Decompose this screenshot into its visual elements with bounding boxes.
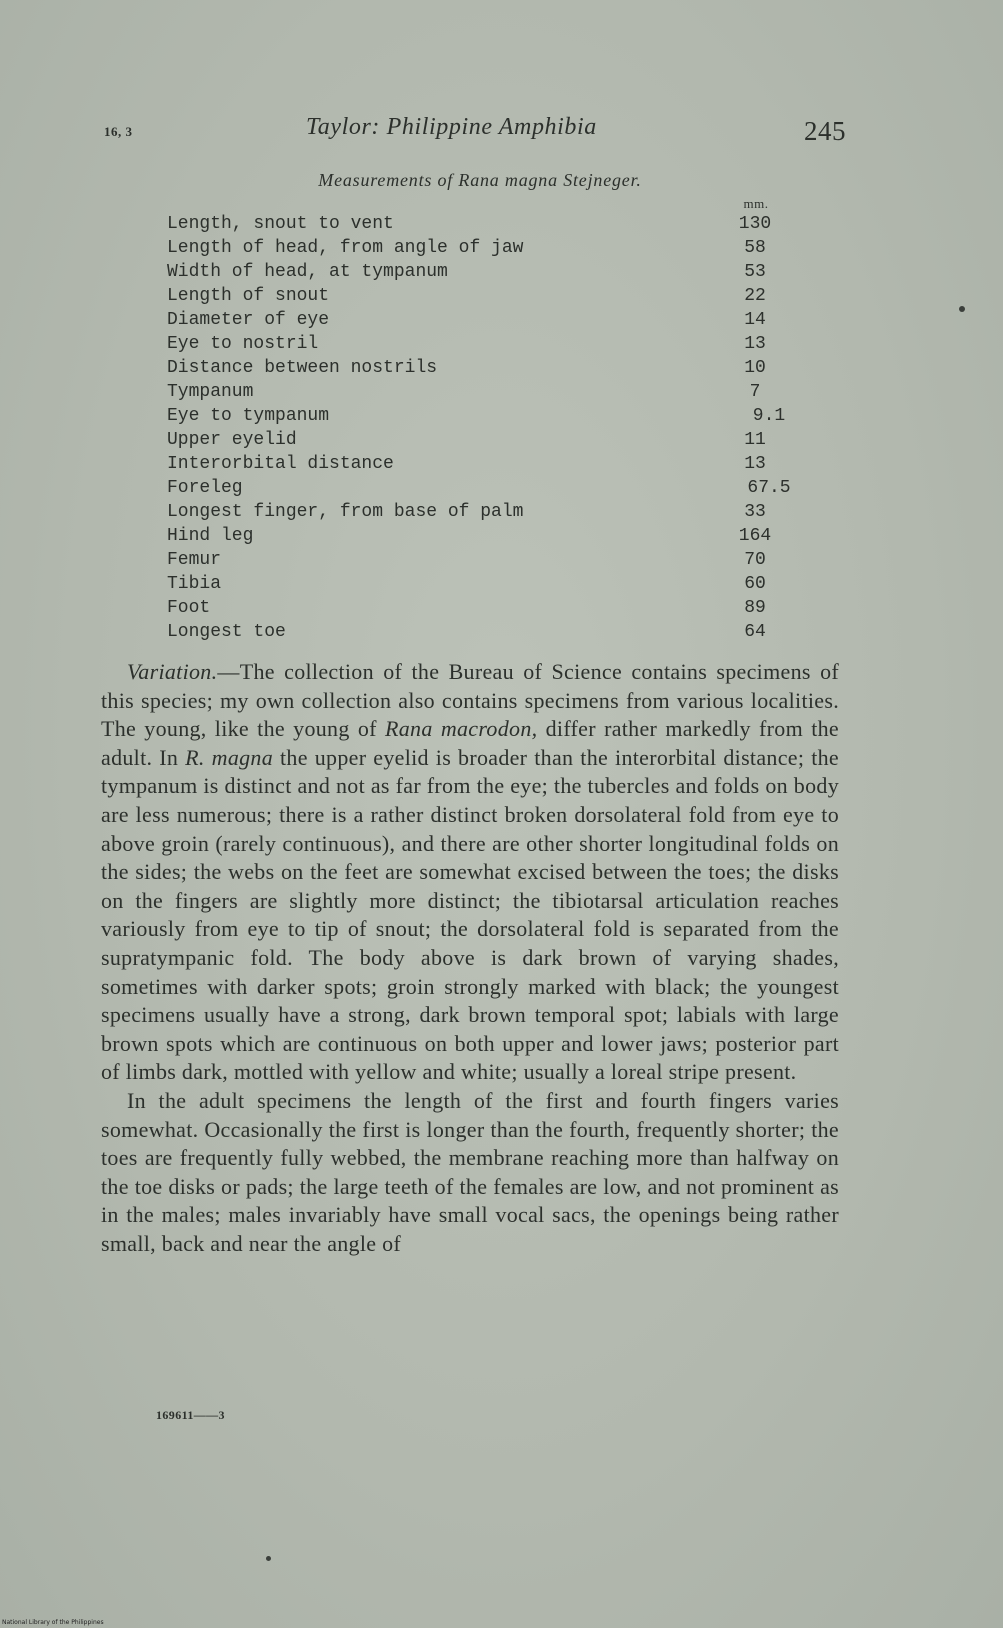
row-value: 53 [744,262,766,282]
measurements-table [167,212,791,644]
row-value: 9.1 [752,406,786,426]
row-value: 13 [744,454,766,474]
table-row [167,572,787,596]
row-value: 70 [744,550,766,570]
library-note: National Library of the Philippines [2,1619,104,1626]
row-value: 64 [744,622,766,642]
page-number: 245 [804,116,846,146]
row-label: Distance between nostrils [167,358,438,378]
table-unit: mm. [743,196,769,211]
table-row [167,284,787,308]
table-row [167,380,787,404]
row-value: 130 [738,214,772,234]
table-row [167,428,787,452]
printer-signature: 169611——3 [156,1408,225,1422]
row-label: Length, snout to vent [167,214,394,234]
table-row [167,596,787,620]
scan-speck [959,306,965,312]
body-text [101,658,839,1258]
paragraph-adult: In the adult specimens the length of the first and fourth fingers varies somewhat. Occasionally the first is longer than the fourth, frequently shorter; the toes are frequently fully webbed, the membrane reaching more than halfway on the toe disks or pads; the large teeth of the females are low, and not prominent as in the males; males invariably have small vocal sacs, the openings being rather small, back and near the angle of [101,1087,839,1256]
row-value: 10 [744,358,766,378]
scan-speck [266,1556,271,1561]
text-run: the upper eyelid is broader than the interorbital distance; the tympanum is distinct and not as far from the eye; the tubercles and folds on body are less numerous; there is a rather distinct broken dorsolateral fold from eye to above groin (rarely continuous), and there are other shorter longitudinal folds on the sides; the webs on the feet are somewhat excised between the toes; the disks on the fingers are slightly more distinct; the tibiotarsal articulation reaches variously from eye to tip of snout; the dorsolateral fold is separated from the supratympanic fold. The body above is dark brown of varying shades, sometimes with darker spots; groin strongly marked with black; the youngest specimens usually have a strong, dark brown temporal spot; labials with large brown spots which are continuous on both upper and lower jaws; posterior part of limbs dark, mottled with yellow and white; usually a loreal stripe present. [101,744,839,1085]
row-label: Longest finger, from base of palm [167,502,524,522]
table-row [167,404,787,428]
page-header [104,112,846,152]
row-value: 7 [749,382,761,402]
row-label: Width of head, at tympanum [167,262,448,282]
row-value: 14 [744,310,766,330]
row-label: Eye to tympanum [167,406,330,426]
row-value: 60 [744,574,766,594]
row-label: Tympanum [167,382,254,402]
table-row [167,332,787,356]
row-label: Length of head, from angle of jaw [167,238,524,258]
text-run: differ rather markedly from the adult. In [101,716,839,770]
table-row [167,620,787,644]
row-label: Interorbital distance [167,454,394,474]
row-label: Tibia [167,574,222,594]
row-label: Eye to nostril [167,334,319,354]
species-name: R. magna [185,744,274,770]
text-run: —The collection of the Bureau of Science contains specimens of this species; my own collection also contains specimens from various localities. The young, like the young of [101,659,839,742]
row-value: 58 [744,238,766,258]
table-caption: Measurements of Rana magna Stejneger. [318,170,642,190]
row-label: Foot [167,598,211,618]
table-row [167,236,787,260]
row-label: Upper eyelid [167,430,297,450]
row-value: 89 [744,598,766,618]
section-lead: Variation. [127,659,218,684]
row-value: 22 [744,286,766,306]
row-value: 33 [744,502,766,522]
row-label: Diameter of eye [167,310,330,330]
row-value: 164 [738,526,772,546]
row-value: 13 [744,334,766,354]
row-label: Hind leg [167,526,254,546]
table-row [167,500,787,524]
table-row [167,212,787,236]
table-row [167,260,787,284]
running-title: Taylor: Philippine Amphibia [306,114,597,140]
table-row [167,308,787,332]
table-row [167,524,787,548]
volume-number: 16, 3 [104,124,133,139]
table-row [167,476,791,500]
row-label: Longest toe [167,622,286,642]
table-row [167,356,787,380]
row-label: Foreleg [167,478,243,498]
species-name: Rana macrodon, [384,716,538,742]
row-value: 11 [744,430,766,450]
paragraph-variation [101,658,839,1087]
table-row [167,452,787,476]
table-row [167,548,787,572]
row-value: 67.5 [747,478,791,498]
row-label: Femur [167,550,222,570]
row-label: Length of snout [167,286,330,306]
